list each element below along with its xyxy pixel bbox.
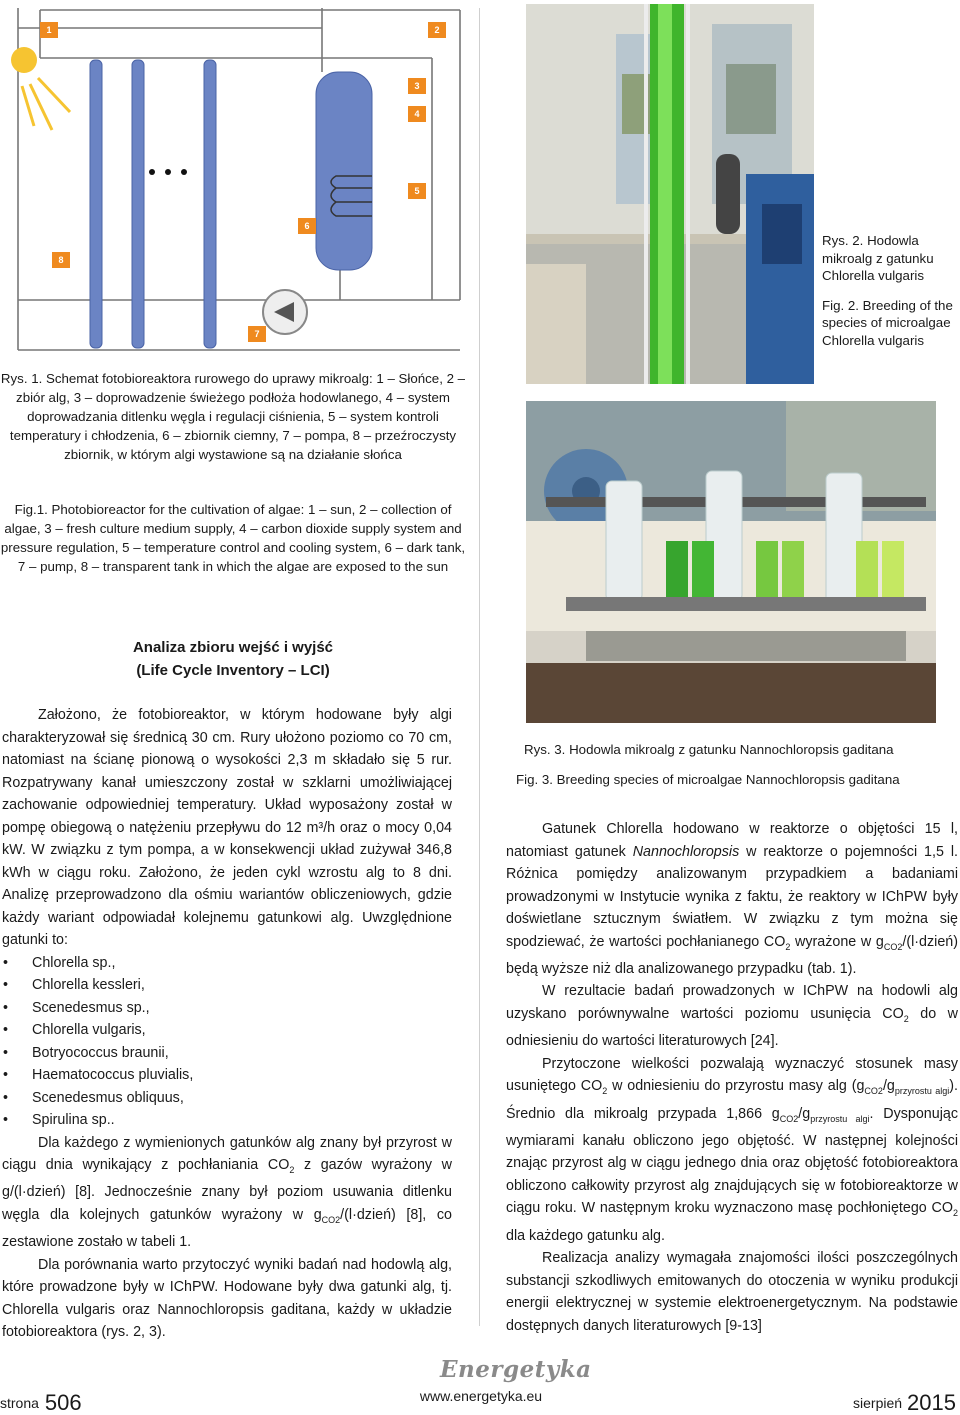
photo-nannochloropsis-bottles — [526, 401, 936, 723]
svg-text:8: 8 — [58, 255, 64, 265]
subscript: CO2 — [864, 1086, 883, 1097]
svg-text:5: 5 — [414, 186, 420, 196]
issue-month: sierpień — [853, 1395, 903, 1411]
list-item: • Chlorella vulgaris, — [2, 1019, 452, 1042]
transparent-tubes — [90, 60, 216, 348]
subscript: 2 — [903, 1013, 909, 1024]
subscript: CO2 — [883, 941, 903, 952]
subscript: 2 — [602, 1086, 608, 1097]
svg-text:3: 3 — [414, 81, 420, 91]
page-num: 506 — [44, 1390, 82, 1415]
subscript: CO2 — [321, 1214, 341, 1225]
issue-date — [853, 1388, 956, 1414]
text-run: ). Średnio dla mikroalg przypada 1,866 g — [506, 1078, 958, 1122]
page-number — [0, 1388, 82, 1414]
photo-chlorella-reactor — [526, 4, 814, 384]
ellipsis-dots — [149, 169, 187, 175]
page-word: strona — [0, 1395, 39, 1411]
list-item: • Haematococcus pluvialis, — [2, 1064, 452, 1087]
text-run: . Dysponując wymiarami kanału obliczono jego objętość. W następnej kolejności znając przyrost alg w ciągu jednego dnia oraz objętość fotobioreaktora obliczono całkowity przyrost alg znajdujących się w fotobioreaktorze w ciągu roku. W następnym kroku wyznaczono masę pochłoniętego CO — [506, 1105, 958, 1217]
text-run: z gazów wyrażony w g/(l·dzień) [8]. Jednocześnie znany był poziom usuwania ditlenku węgla dla kolejnych gatunków wyrażony w g — [2, 1157, 453, 1223]
figure3-caption-en: Fig. 3. Breeding species of microalgae Nannochloropsis gaditana — [516, 772, 900, 787]
website-link[interactable]: www.energetyka.eu — [419, 1388, 543, 1404]
section-title-line2: (Life Cycle Inventory – LCI) — [136, 662, 330, 679]
subscript: 2 — [785, 941, 791, 952]
text-run: /(l·dzień) będą wyższe niż dla analizowanego przypadku (tab. 1). — [506, 933, 958, 977]
list-item: • Spirulina sp.. — [2, 1109, 452, 1132]
svg-text:7: 7 — [254, 329, 260, 339]
text-run: Gatunek Chlorella hodowano w reaktorze o objętości 15 l, natomiast gatunek — [506, 821, 958, 860]
column-divider — [479, 8, 480, 1326]
figure1-diagram — [0, 0, 470, 365]
subscript: przyrostu algi — [810, 1113, 870, 1124]
text-run: W rezultacie badań prowadzonych w IChPW na hodowli alg uzyskano porównywalne wartości poziomu usunięcia CO — [506, 983, 958, 1022]
subscript: 2 — [289, 1164, 295, 1175]
text-run: Dla każdego z wymienionych gatunków alg znany był przyrost w ciągu dnia wynikający z pochłaniania CO — [2, 1134, 452, 1173]
species-list — [2, 952, 452, 1132]
list-item: • Chlorella kessleri, — [2, 974, 452, 997]
label-1 — [40, 22, 58, 38]
label-7 — [248, 326, 266, 342]
italic-species-name: Nannochloropsis — [632, 843, 740, 860]
section-title-line1: Analiza zbioru wejść i wyjść — [132, 639, 334, 656]
figure2-caption — [822, 232, 960, 349]
figure2-caption-en: Fig. 2. Breeding of the species of microalgae Chlorella vulgaris — [822, 297, 953, 348]
figure1-caption-en: Fig.1. Photobioreactor for the cultivation of algae: 1 – sun, 2 – collection of algae, 3 – fresh culture medium supply, 4 – carbon dioxide supply system and pressure regulation, 5 – temperature control and cooling system, 6 – dark tank, 7 – pump, 8 – transparent tank in which the algae are exposed to the sun — [0, 502, 466, 574]
list-item: • Chlorella sp., — [2, 952, 452, 975]
issue-year: 2015 — [907, 1390, 956, 1415]
text-run: /g — [798, 1105, 811, 1122]
paragraph: Założono, że fotobioreaktor, w którym hodowane były algi charakteryzował się średnicą 30 cm. Rury ułożono poziomo co 70 cm, natomiast na ścianę pionową o wysokości 2,3 m składało się 5 rur. Rozpatrywany kanał umieszczony został w szklarni umożliwiającej zachowanie odpowiedniej temperatury. Układ wyposażony został w pompę obiegową o natężeniu przepływu do 12 m³/h oraz o mocy 0,04 kW. W związku z tym pompa, a w konsekwencji układ zużywał 346,8 kWh w ciągu roku. Założono, że jeden cykl wzrostu alg to 8 dni. Analizę przeprowadzono dla ośmiu wariantów obliczeniowych, gdzie każdy wariant odpowiadał kolejnemu gatunkowi alg. Uwzględnione gatunki to: — [2, 707, 452, 948]
list-item: • Scenedesmus obliquus, — [2, 1087, 452, 1110]
paragraph: Realizacja analizy wymagała znajomości ilości poszczególnych substancji szkodliwych emitowanych do otoczenia w wyniku produkcji energii elektrycznej w systemie elektroenergetycznym. Na podstawie dostępnych danych literaturowych [9-13] — [506, 1250, 958, 1334]
text-run: w odniesieniu do przyrostu masy alg (g — [607, 1078, 865, 1095]
svg-text:4: 4 — [414, 109, 420, 119]
list-item: • Botryococcus braunii, — [2, 1042, 452, 1065]
svg-text:1: 1 — [46, 25, 52, 35]
subscript: CO2 — [779, 1113, 799, 1124]
sun-icon — [11, 47, 70, 130]
list-item: • Scenedesmus sp., — [2, 997, 452, 1020]
paragraph — [506, 818, 958, 980]
paragraph — [2, 1132, 452, 1254]
text-run: do w odniesieniu do wartości literaturowych [24]. — [506, 1005, 958, 1050]
text-run: /(l·dzień) [8], co zestawione zostało w tabeli 1. — [2, 1206, 452, 1251]
paragraph — [506, 980, 958, 1052]
text-run: /g — [882, 1078, 895, 1095]
text-run: w reaktorze o pojemności 1,5 l. Różnica pomiędzy analizowanym przypadkiem a badaniami prowadzonymi w Instytucie wynika z faktu, że reaktory w IChPW były doświetlane sztucznym światłem. W związku z tym można się spodziewać, że wartości pochłanianego CO — [506, 843, 958, 950]
subscript: przyrostu algi — [894, 1086, 950, 1097]
right-column-text — [506, 818, 958, 1337]
text-run: Przytoczone wielkości pozwalają wyznaczyć stosunek masy usuniętego CO — [506, 1055, 958, 1095]
label-4 — [408, 106, 426, 122]
figure3-caption-pl: Rys. 3. Hodowla mikroalg z gatunku Nannochloropsis gaditana — [524, 742, 894, 757]
svg-text:2: 2 — [434, 25, 440, 35]
subscript: 2 — [952, 1208, 958, 1219]
left-column-text — [2, 704, 452, 1344]
label-3 — [408, 78, 426, 94]
pump-icon — [263, 290, 307, 334]
label-8 — [52, 252, 70, 268]
paragraph: Dla porównania warto przytoczyć wyniki badań nad hodowlą alg, które prowadzone były w IChPW. Hodowane były dwa gatunki alg, tj. Chlorella vulgaris oraz Nannochloropsis gaditana, każdy w układzie fotobioreaktora (rys. 2, 3). — [2, 1256, 452, 1341]
text-run: dla każdego gatunku alg. — [506, 1227, 665, 1244]
label-6 — [298, 218, 316, 234]
section-title — [0, 636, 466, 682]
energetyka-logo: Energetyka — [440, 1356, 592, 1383]
figure2-caption-pl: Rys. 2. Hodowla mikroalg z gatunku Chlorella vulgaris — [822, 233, 934, 283]
text-run: wyrażone w g — [790, 933, 884, 950]
pipe-network — [18, 8, 460, 350]
figure1-caption-pl: Rys. 1. Schemat fotobioreaktora rurowego do uprawy mikroalg: 1 – Słońce, 2 – zbiór alg, 3 – doprowadzenie świeżego podłoża hodowlanego, 4 – system doprowadzania ditlenku węgla i regulacji ciśnienia, 5 – system kontroli temperatury i chłodzenia, 6 – zbiornik ciemny, 7 – pompa, 8 – przeźroczysty zbiornik, w którym algi wystawione są na działanie słońca — [0, 371, 466, 462]
svg-text:6: 6 — [304, 221, 310, 231]
label-5 — [408, 183, 426, 199]
paragraph — [506, 1053, 958, 1248]
label-2 — [428, 22, 446, 38]
dark-tank — [316, 72, 372, 270]
